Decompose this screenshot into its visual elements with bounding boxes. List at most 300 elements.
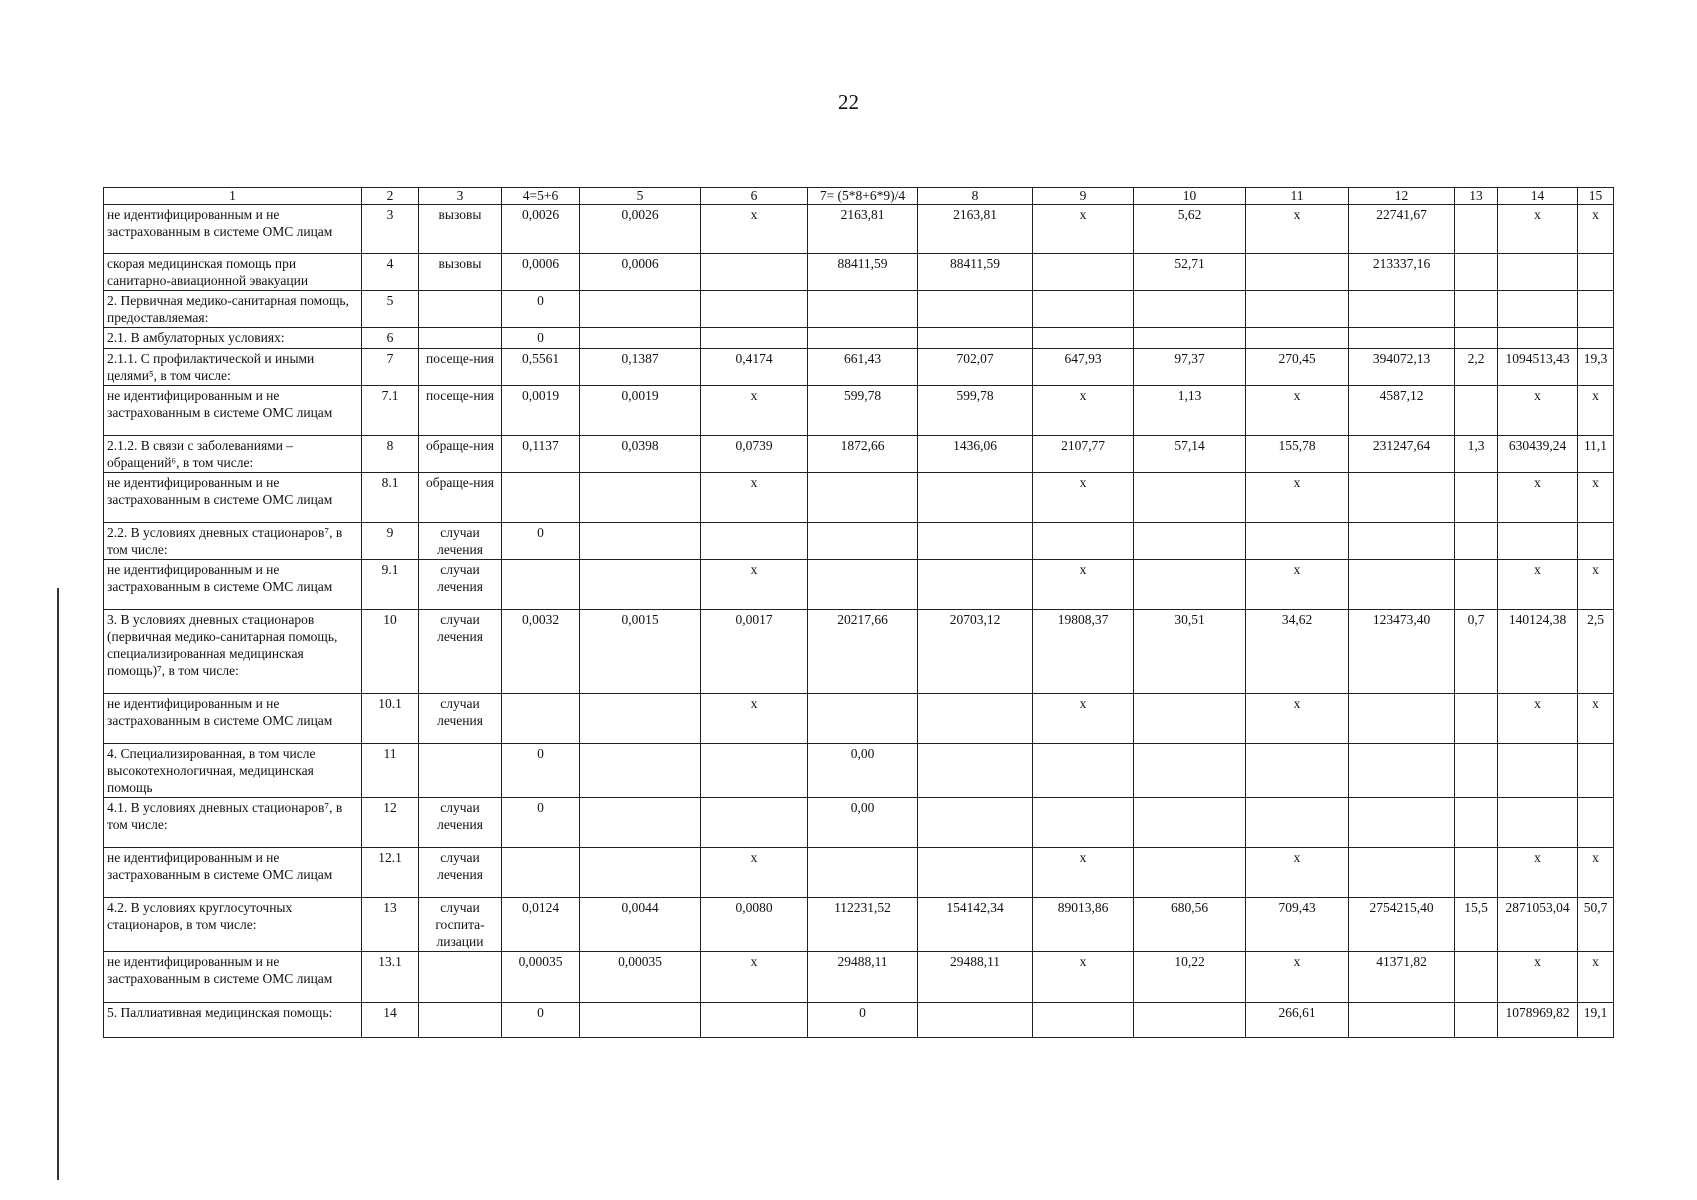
table-cell: 88411,59 xyxy=(918,254,1033,291)
table-cell: 0,0015 xyxy=(580,610,701,694)
table-cell xyxy=(1033,523,1134,560)
table-cell xyxy=(808,848,918,898)
table-cell xyxy=(701,254,808,291)
table-cell: х xyxy=(1498,694,1578,744)
table-cell xyxy=(1498,798,1578,848)
table-cell xyxy=(701,744,808,798)
table-cell: случаи лечения xyxy=(419,523,502,560)
table-cell: х xyxy=(1033,560,1134,610)
table-cell: х xyxy=(701,848,808,898)
table-cell: 13.1 xyxy=(362,952,419,1003)
table-cell xyxy=(1349,798,1455,848)
table-cell xyxy=(502,473,580,523)
table-cell: 11 xyxy=(362,744,419,798)
table-cell: х xyxy=(1033,205,1134,254)
table-cell: посеще-ния xyxy=(419,386,502,436)
table-row xyxy=(104,386,1614,436)
table-header-row xyxy=(104,188,1614,205)
table-cell: 2107,77 xyxy=(1033,436,1134,473)
table-cell: 41371,82 xyxy=(1349,952,1455,1003)
table-cell: 57,14 xyxy=(1134,436,1246,473)
table-cell: случаи госпита-лизации xyxy=(419,898,502,952)
table-cell: х xyxy=(1246,473,1349,523)
table-cell: 680,56 xyxy=(1134,898,1246,952)
table-cell: 1,13 xyxy=(1134,386,1246,436)
table-row xyxy=(104,523,1614,560)
table-cell: х xyxy=(701,386,808,436)
table-cell xyxy=(580,1003,701,1038)
table-cell xyxy=(1349,523,1455,560)
table-cell xyxy=(1455,848,1498,898)
table-row xyxy=(104,328,1614,349)
column-header-12: 12 xyxy=(1349,188,1455,205)
table-cell: 0,00035 xyxy=(502,952,580,1003)
table-cell xyxy=(918,798,1033,848)
table-cell: 0,0080 xyxy=(701,898,808,952)
table-cell: 29488,11 xyxy=(918,952,1033,1003)
table-cell: 52,71 xyxy=(1134,254,1246,291)
row-label-cell: 2.1. В амбулаторных условиях: xyxy=(104,328,362,349)
table-cell: 0,1137 xyxy=(502,436,580,473)
table-cell xyxy=(1246,254,1349,291)
table-row xyxy=(104,205,1614,254)
table-cell: посеще-ния xyxy=(419,349,502,386)
table-cell xyxy=(580,694,701,744)
table-cell xyxy=(1455,386,1498,436)
table-cell xyxy=(808,694,918,744)
row-label-cell: 4.1. В условиях дневных стационаров⁷, в том числе: xyxy=(104,798,362,848)
table-cell xyxy=(1349,848,1455,898)
table-row xyxy=(104,694,1614,744)
table-cell: х xyxy=(1578,694,1614,744)
table-cell: вызовы xyxy=(419,254,502,291)
table-cell: случаи лечения xyxy=(419,798,502,848)
table-row xyxy=(104,473,1614,523)
column-header-5: 5 xyxy=(580,188,701,205)
table-cell: х xyxy=(1498,473,1578,523)
row-label-cell: не идентифицированным и не застрахованным в системе ОМС лицам xyxy=(104,560,362,610)
table-cell xyxy=(1349,328,1455,349)
table-cell: х xyxy=(1246,694,1349,744)
table-cell: 11,1 xyxy=(1578,436,1614,473)
table-cell xyxy=(1498,254,1578,291)
table-cell: х xyxy=(1246,848,1349,898)
table-cell: 154142,34 xyxy=(918,898,1033,952)
table-cell xyxy=(701,523,808,560)
row-label-cell: 5. Паллиативная медицинская помощь: xyxy=(104,1003,362,1038)
table-cell: 0,00 xyxy=(808,744,918,798)
table-cell: обраще-ния xyxy=(419,473,502,523)
row-label-cell: 3. В условиях дневных стационаров (первичная медико-санитарная помощь, специализированная медицинская помощь)⁷, в том числе: xyxy=(104,610,362,694)
table-cell xyxy=(419,952,502,1003)
table-cell xyxy=(580,523,701,560)
column-header-8: 8 xyxy=(918,188,1033,205)
table-cell: 213337,16 xyxy=(1349,254,1455,291)
table-cell xyxy=(808,291,918,328)
table-cell xyxy=(1246,523,1349,560)
row-label-cell: не идентифицированным и не застрахованным в системе ОМС лицам xyxy=(104,205,362,254)
table-cell: 2871053,04 xyxy=(1498,898,1578,952)
table-cell xyxy=(701,798,808,848)
table-cell: 0,0026 xyxy=(580,205,701,254)
row-label-cell: не идентифицированным и не застрахованным в системе ОМС лицам xyxy=(104,473,362,523)
table-cell xyxy=(419,1003,502,1038)
table-cell: 266,61 xyxy=(1246,1003,1349,1038)
table-cell xyxy=(1033,744,1134,798)
table-cell xyxy=(1455,291,1498,328)
table-cell: х xyxy=(701,205,808,254)
table-cell xyxy=(1349,560,1455,610)
table-cell xyxy=(1349,473,1455,523)
table-cell xyxy=(1578,328,1614,349)
table-row xyxy=(104,952,1614,1003)
table-cell xyxy=(918,694,1033,744)
table-cell: 709,43 xyxy=(1246,898,1349,952)
table-cell: 0,0739 xyxy=(701,436,808,473)
row-label-cell: не идентифицированным и не застрахованным в системе ОМС лицам xyxy=(104,386,362,436)
row-label-cell: 2.2. В условиях дневных стационаров⁷, в том числе: xyxy=(104,523,362,560)
table-cell: 599,78 xyxy=(918,386,1033,436)
table-cell xyxy=(1498,744,1578,798)
table-cell xyxy=(1455,254,1498,291)
table-cell: 14 xyxy=(362,1003,419,1038)
table-cell: х xyxy=(701,952,808,1003)
table-cell xyxy=(918,744,1033,798)
table-cell xyxy=(808,328,918,349)
table-cell: 19,3 xyxy=(1578,349,1614,386)
table-cell xyxy=(1033,254,1134,291)
table-cell xyxy=(1455,952,1498,1003)
table-cell: 1,3 xyxy=(1455,436,1498,473)
table-cell xyxy=(1246,328,1349,349)
table-cell xyxy=(1455,560,1498,610)
table-cell xyxy=(1455,1003,1498,1038)
table-cell: 29488,11 xyxy=(808,952,918,1003)
column-header-1: 1 xyxy=(104,188,362,205)
table-cell xyxy=(701,291,808,328)
table-cell: 2,2 xyxy=(1455,349,1498,386)
table-cell: х xyxy=(701,694,808,744)
table-cell: х xyxy=(1033,694,1134,744)
table-cell xyxy=(918,848,1033,898)
table-cell: 394072,13 xyxy=(1349,349,1455,386)
table-cell: 599,78 xyxy=(808,386,918,436)
table-cell: 0,0044 xyxy=(580,898,701,952)
table-cell xyxy=(1349,744,1455,798)
table-cell: 0,0006 xyxy=(580,254,701,291)
table-cell: х xyxy=(1578,205,1614,254)
table-cell: 97,37 xyxy=(1134,349,1246,386)
table-cell xyxy=(502,848,580,898)
table-row xyxy=(104,1003,1614,1038)
table-cell: х xyxy=(1246,952,1349,1003)
table-cell: случаи лечения xyxy=(419,610,502,694)
table-cell: 19,1 xyxy=(1578,1003,1614,1038)
table-cell xyxy=(1134,798,1246,848)
column-header-2: 2 xyxy=(362,188,419,205)
table-cell xyxy=(1134,473,1246,523)
table-cell: 7 xyxy=(362,349,419,386)
table-cell: 0,0017 xyxy=(701,610,808,694)
table-cell: 0 xyxy=(502,744,580,798)
table-cell: 12 xyxy=(362,798,419,848)
table-cell xyxy=(918,328,1033,349)
table-cell: 0 xyxy=(502,798,580,848)
table-cell xyxy=(1134,848,1246,898)
table-cell: х xyxy=(1498,386,1578,436)
table-cell: 647,93 xyxy=(1033,349,1134,386)
table-cell: х xyxy=(1498,952,1578,1003)
table-cell: х xyxy=(1578,386,1614,436)
row-label-cell: 4.2. В условиях круглосуточных стационаров, в том числе: xyxy=(104,898,362,952)
table-cell: 0 xyxy=(502,328,580,349)
table-cell: 0 xyxy=(502,523,580,560)
row-label-cell: не идентифицированным и не застрахованным в системе ОМС лицам xyxy=(104,848,362,898)
table-cell: 2163,81 xyxy=(918,205,1033,254)
margin-rule xyxy=(57,588,59,1180)
table-cell: х xyxy=(1246,386,1349,436)
table-cell: 231247,64 xyxy=(1349,436,1455,473)
table-cell: 0,0032 xyxy=(502,610,580,694)
table-cell: 0,1387 xyxy=(580,349,701,386)
table-cell xyxy=(1349,291,1455,328)
table-cell: 0,0006 xyxy=(502,254,580,291)
table-cell xyxy=(701,328,808,349)
column-header-7: 7= (5*8+6*9)/4 xyxy=(808,188,918,205)
table-row xyxy=(104,291,1614,328)
table-cell: 123473,40 xyxy=(1349,610,1455,694)
table-cell: 1078969,82 xyxy=(1498,1003,1578,1038)
table-cell: 5 xyxy=(362,291,419,328)
table-cell: 22741,67 xyxy=(1349,205,1455,254)
table-cell: 140124,38 xyxy=(1498,610,1578,694)
column-header-4: 4=5+6 xyxy=(502,188,580,205)
table-cell xyxy=(1455,744,1498,798)
table-body xyxy=(104,205,1614,1038)
table-cell xyxy=(1455,205,1498,254)
table-cell xyxy=(1134,560,1246,610)
table-cell: 30,51 xyxy=(1134,610,1246,694)
column-header-3: 3 xyxy=(419,188,502,205)
column-header-6: 6 xyxy=(701,188,808,205)
table-cell: случаи лечения xyxy=(419,560,502,610)
table-cell xyxy=(580,848,701,898)
table-cell xyxy=(580,744,701,798)
row-label-cell: не идентифицированным и не застрахованным в системе ОМС лицам xyxy=(104,694,362,744)
table-cell xyxy=(419,328,502,349)
table-cell xyxy=(419,291,502,328)
column-header-10: 10 xyxy=(1134,188,1246,205)
table-cell: 0,0124 xyxy=(502,898,580,952)
table-cell xyxy=(1349,694,1455,744)
table-cell xyxy=(580,291,701,328)
table-cell: 20703,12 xyxy=(918,610,1033,694)
table-cell: 0,0019 xyxy=(580,386,701,436)
table-cell: 2,5 xyxy=(1578,610,1614,694)
table-cell xyxy=(580,560,701,610)
table-cell xyxy=(1578,744,1614,798)
table-row xyxy=(104,560,1614,610)
table-cell: 7.1 xyxy=(362,386,419,436)
table-cell: 661,43 xyxy=(808,349,918,386)
table-row xyxy=(104,610,1614,694)
table-cell: обраще-ния xyxy=(419,436,502,473)
table-cell: случаи лечения xyxy=(419,848,502,898)
table-cell xyxy=(1455,328,1498,349)
table-cell xyxy=(808,560,918,610)
row-label-cell: 2. Первичная медико-санитарная помощь, предоставляемая: xyxy=(104,291,362,328)
table-cell: 0,4174 xyxy=(701,349,808,386)
table-cell xyxy=(918,1003,1033,1038)
table-cell xyxy=(1246,798,1349,848)
table-cell xyxy=(1134,744,1246,798)
table-cell xyxy=(1033,328,1134,349)
table-cell xyxy=(1578,523,1614,560)
table-row xyxy=(104,254,1614,291)
table-cell: х xyxy=(1246,205,1349,254)
table-cell xyxy=(808,523,918,560)
table-cell: 8 xyxy=(362,436,419,473)
table-cell: 5,62 xyxy=(1134,205,1246,254)
table-cell: 15,5 xyxy=(1455,898,1498,952)
table-cell: 0,0019 xyxy=(502,386,580,436)
table-cell xyxy=(1134,523,1246,560)
table-cell xyxy=(1246,744,1349,798)
table-cell: х xyxy=(1498,205,1578,254)
row-label-cell: 2.1.1. С профилактической и иными целями⁵, в том числе: xyxy=(104,349,362,386)
table-cell: 0,00035 xyxy=(580,952,701,1003)
table-cell xyxy=(918,291,1033,328)
table-cell: 9.1 xyxy=(362,560,419,610)
table-cell: 4 xyxy=(362,254,419,291)
table-cell: 112231,52 xyxy=(808,898,918,952)
table-cell xyxy=(1498,328,1578,349)
table-cell: 0,7 xyxy=(1455,610,1498,694)
row-label-cell: 4. Специализированная, в том числе высокотехнологичная, медицинская помощь xyxy=(104,744,362,798)
table-cell: 1094513,43 xyxy=(1498,349,1578,386)
table-cell: вызовы xyxy=(419,205,502,254)
table-cell: 12.1 xyxy=(362,848,419,898)
table-cell: х xyxy=(1578,473,1614,523)
table-cell: 0,0398 xyxy=(580,436,701,473)
table-cell xyxy=(1033,291,1134,328)
table-cell xyxy=(580,328,701,349)
table-cell: 3 xyxy=(362,205,419,254)
table-cell: х xyxy=(1033,473,1134,523)
table-cell xyxy=(1455,473,1498,523)
table-cell xyxy=(1033,1003,1134,1038)
table-cell: х xyxy=(1033,952,1134,1003)
table-cell: 19808,37 xyxy=(1033,610,1134,694)
column-header-13: 13 xyxy=(1455,188,1498,205)
table-cell xyxy=(1134,694,1246,744)
table-cell: 0,5561 xyxy=(502,349,580,386)
table-cell: 2163,81 xyxy=(808,205,918,254)
table-cell: 155,78 xyxy=(1246,436,1349,473)
row-label-cell: 2.1.2. В связи с заболеваниями – обращений⁶, в том числе: xyxy=(104,436,362,473)
table-cell: х xyxy=(1578,848,1614,898)
table-cell xyxy=(580,473,701,523)
table-cell: 13 xyxy=(362,898,419,952)
table-cell xyxy=(918,473,1033,523)
table-cell: 89013,86 xyxy=(1033,898,1134,952)
table-row xyxy=(104,436,1614,473)
table-cell: х xyxy=(1033,848,1134,898)
table-cell: 630439,24 xyxy=(1498,436,1578,473)
table-cell: 1872,66 xyxy=(808,436,918,473)
table-cell: 10.1 xyxy=(362,694,419,744)
column-header-11: 11 xyxy=(1246,188,1349,205)
table-cell xyxy=(701,1003,808,1038)
table-cell: х xyxy=(1033,386,1134,436)
table-cell xyxy=(1134,291,1246,328)
row-label-cell: скорая медицинская помощь при санитарно-авиационной эвакуации xyxy=(104,254,362,291)
table-cell xyxy=(1498,523,1578,560)
table-cell xyxy=(1578,798,1614,848)
table-cell: 9 xyxy=(362,523,419,560)
table-cell: 34,62 xyxy=(1246,610,1349,694)
table-cell: 10 xyxy=(362,610,419,694)
table-cell xyxy=(1033,798,1134,848)
table-cell xyxy=(918,523,1033,560)
table-cell xyxy=(1349,1003,1455,1038)
table-cell xyxy=(1455,523,1498,560)
table-cell xyxy=(1455,694,1498,744)
table-cell xyxy=(502,560,580,610)
table-cell: х xyxy=(701,473,808,523)
table-cell xyxy=(1578,254,1614,291)
table-cell xyxy=(1455,798,1498,848)
row-label-cell: не идентифицированным и не застрахованным в системе ОМС лицам xyxy=(104,952,362,1003)
table-cell: 20217,66 xyxy=(808,610,918,694)
table-cell: 10,22 xyxy=(1134,952,1246,1003)
table-cell xyxy=(1498,291,1578,328)
column-header-15: 15 xyxy=(1578,188,1614,205)
table-cell xyxy=(1246,291,1349,328)
table-row xyxy=(104,744,1614,798)
table-cell: 2754215,40 xyxy=(1349,898,1455,952)
table-cell xyxy=(419,744,502,798)
table-row xyxy=(104,349,1614,386)
table-row xyxy=(104,798,1614,848)
column-header-9: 9 xyxy=(1033,188,1134,205)
table-cell xyxy=(808,473,918,523)
table-cell: 0 xyxy=(808,1003,918,1038)
table-cell: 1436,06 xyxy=(918,436,1033,473)
table-cell xyxy=(1134,328,1246,349)
table-cell: 0,0026 xyxy=(502,205,580,254)
table-cell: 4587,12 xyxy=(1349,386,1455,436)
table-cell: случаи лечения xyxy=(419,694,502,744)
table-cell xyxy=(918,560,1033,610)
column-header-14: 14 xyxy=(1498,188,1578,205)
table-cell: х xyxy=(1578,952,1614,1003)
table-cell: 8.1 xyxy=(362,473,419,523)
table-row xyxy=(104,848,1614,898)
table-cell: х xyxy=(701,560,808,610)
table-cell xyxy=(1578,291,1614,328)
data-table xyxy=(103,187,1614,1038)
table-cell: 88411,59 xyxy=(808,254,918,291)
table-cell: х xyxy=(1498,560,1578,610)
table-cell xyxy=(1134,1003,1246,1038)
table-cell: х xyxy=(1578,560,1614,610)
table-cell: х xyxy=(1498,848,1578,898)
table-cell: 702,07 xyxy=(918,349,1033,386)
table-cell: х xyxy=(1246,560,1349,610)
table-cell xyxy=(580,798,701,848)
page-number: 22 xyxy=(838,90,859,114)
